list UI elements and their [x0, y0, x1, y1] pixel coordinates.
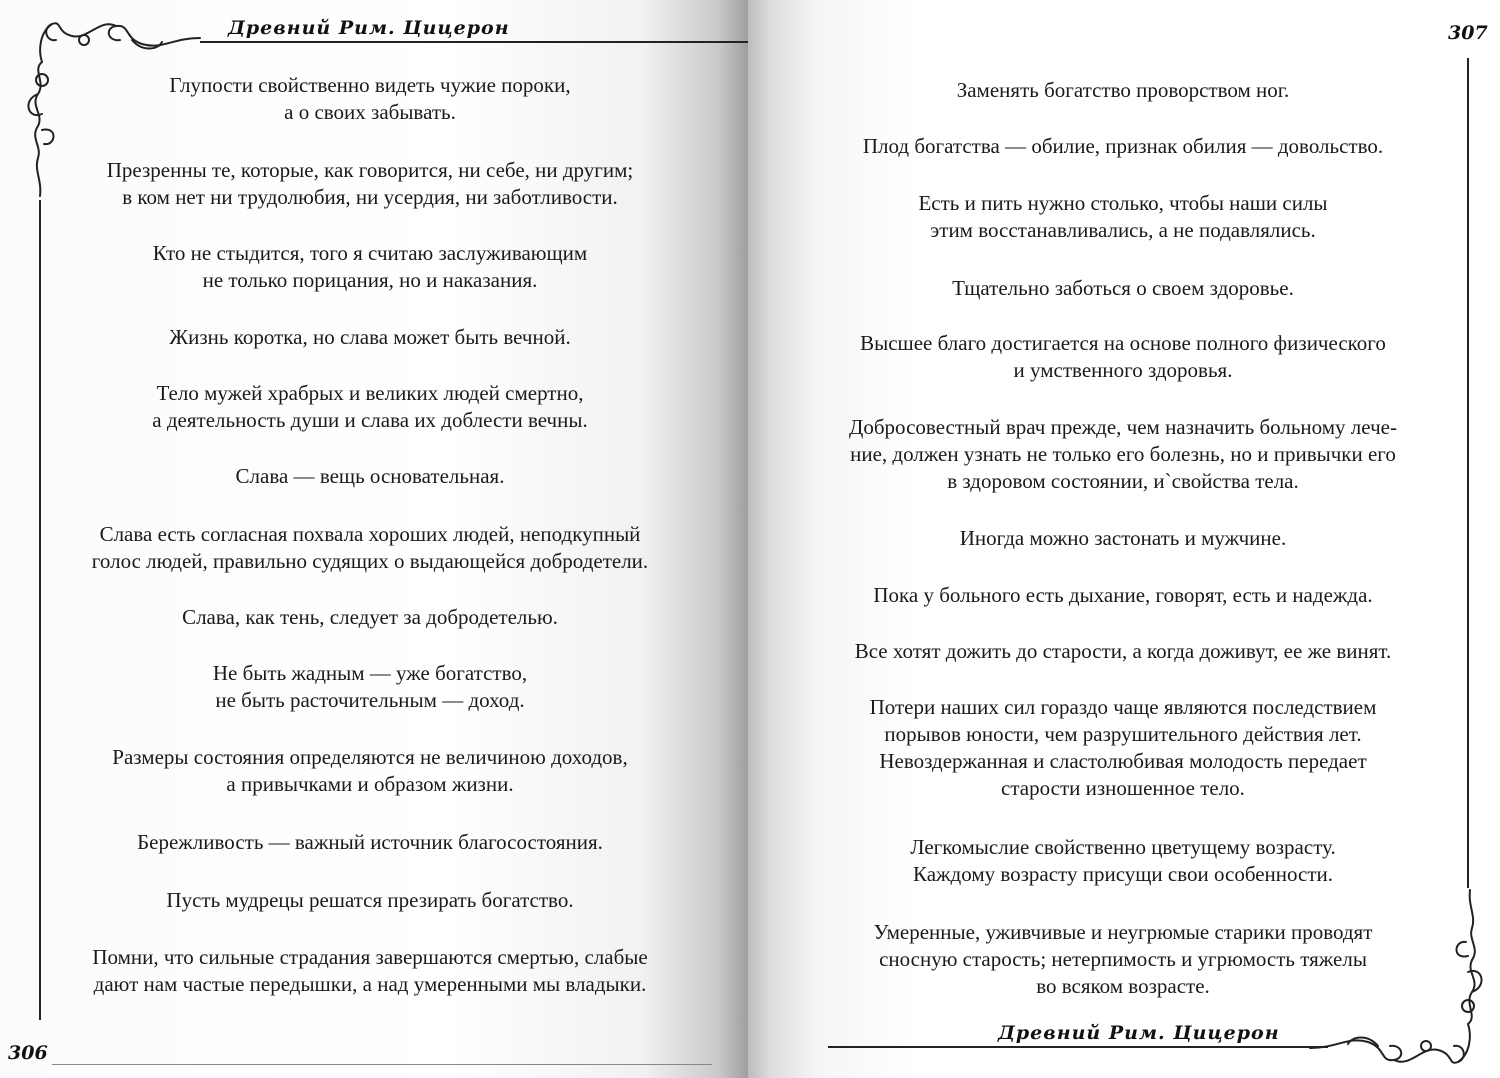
quote-line: сносную старость; нетерпимость и угрюмость тяжелы — [879, 947, 1367, 971]
quote-line: и умственного здоровья. — [1013, 358, 1233, 382]
header-rule — [200, 41, 748, 43]
quote-item — [40, 660, 700, 714]
quote-item — [40, 240, 700, 294]
quote-item — [40, 829, 700, 856]
quote-line: Все хотят дожить до старости, а когда доживут, ее же винят. — [854, 639, 1392, 663]
quote-line: ние, должен узнать не только его болезнь, но и привычки его — [850, 442, 1396, 466]
quote-line: Легкомыслие свойственно цветущему возрасту. — [910, 835, 1336, 859]
footer-rule — [52, 1064, 712, 1065]
running-head: Древний Рим. Цицерон — [998, 1022, 1280, 1044]
quote-line: Бережливость — важный источник благосостояния. — [137, 830, 603, 854]
quote-line: голос людей, правильно судящих о выдающейся добродетели. — [91, 549, 649, 573]
quote-line: порывов юности, чем разрушительного действия лет. — [884, 722, 1362, 746]
quote-line: Кто не стыдится, того я считаю заслуживающим — [152, 241, 588, 265]
page-number: 307 — [1448, 22, 1488, 44]
quote-line: Пусть мудрецы решатся презирать богатство. — [166, 888, 574, 912]
quote-item — [40, 604, 700, 631]
page-number: 306 — [8, 1042, 48, 1064]
footer-rule — [828, 1046, 1328, 1048]
quote-line: Высшее благо достигается на основе полного физического — [860, 331, 1386, 355]
quote-line: в ком нет ни трудолюбия, ни усердия, ни заботливости. — [122, 185, 618, 209]
quote-line: Тело мужей храбрых и великих людей смертно, — [156, 381, 584, 405]
quote-item — [40, 324, 700, 351]
quote-line: Жизнь коротка, но слава может быть вечной. — [169, 325, 571, 349]
quote-line: Размеры состояния определяются не величиною доходов, — [112, 745, 628, 769]
quote-line: во всяком возрасте. — [1036, 974, 1210, 998]
quote-item — [818, 638, 1428, 665]
quote-line: Тщательно заботься о своем здоровье. — [952, 276, 1294, 300]
quote-line: этим восстанавливались, а не подавлялись. — [930, 218, 1316, 242]
quote-item — [40, 887, 700, 914]
quote-item — [818, 275, 1428, 302]
quote-line: не быть расточительным — доход. — [215, 688, 525, 712]
quote-item — [818, 133, 1428, 160]
quote-item — [818, 694, 1428, 802]
quote-item — [40, 72, 700, 126]
quote-item — [818, 834, 1428, 888]
running-head: Древний Рим. Цицерон — [228, 17, 510, 39]
quote-line: дают нам частые передышки, а над умеренными мы владыки. — [93, 972, 647, 996]
quote-line: Пока у больного есть дыхание, говорят, есть и надежда. — [873, 583, 1373, 607]
quote-item — [818, 190, 1428, 244]
quote-line: Плод богатства — обилие, признак обилия — довольство. — [862, 134, 1384, 158]
quote-line: Слава, как тень, следует за добродетелью. — [182, 605, 558, 629]
quote-item — [40, 157, 700, 211]
quote-line: Есть и пить нужно столько, чтобы наши силы — [918, 191, 1328, 215]
quote-line: Не быть жадным — уже богатство, — [212, 661, 528, 685]
quote-line: старости изношенное тело. — [1001, 776, 1245, 800]
quote-line: Невоздержанная и сластолюбивая молодость передает — [879, 749, 1367, 773]
quote-line: Иногда можно застонать и мужчине. — [959, 526, 1287, 550]
quote-item — [40, 380, 700, 434]
quote-item — [818, 525, 1428, 552]
right-page — [748, 0, 1500, 1078]
quote-item — [40, 744, 700, 798]
quote-line: Заменять богатство проворством ног. — [956, 78, 1290, 102]
quote-line: а о своих забывать. — [284, 100, 456, 124]
quote-item — [40, 463, 700, 490]
quote-line: Слава — вещь основательная. — [235, 464, 505, 488]
quote-line: Помни, что сильные страдания завершаются смертью, слабые — [92, 945, 648, 969]
quote-line: а привычками и образом жизни. — [226, 772, 514, 796]
quote-line: Слава есть согласная похвала хороших людей, неподкупный — [99, 522, 641, 546]
quote-line: а деятельность души и слава их доблести вечны. — [152, 408, 588, 432]
quote-item — [818, 582, 1428, 609]
quote-line: Добросовестный врач прежде, чем назначить больному лече- — [849, 415, 1397, 439]
quote-line: Презренны те, которые, как говорится, ни себе, ни другим; — [106, 158, 634, 182]
quote-line: Умеренные, уживчивые и неугрюмые старики проводят — [873, 920, 1373, 944]
corner-flourish-ornament — [1308, 886, 1498, 1076]
quote-item — [818, 330, 1428, 384]
quote-item — [40, 521, 700, 575]
quote-line: Каждому возрасту присущи свои особенности. — [912, 862, 1334, 886]
quote-line: Потери наших сил гораздо чаще являются последствием — [869, 695, 1377, 719]
quote-item — [818, 77, 1428, 104]
quote-item — [40, 944, 700, 998]
quote-item — [818, 414, 1428, 495]
quote-line: Глупости свойственно видеть чужие пороки, — [169, 73, 571, 97]
left-page — [0, 0, 748, 1078]
right-margin-rule — [1467, 58, 1469, 888]
quote-line: в здоровом состоянии, и`свойства тела. — [947, 469, 1299, 493]
quote-line: не только порицания, но и наказания. — [202, 268, 538, 292]
